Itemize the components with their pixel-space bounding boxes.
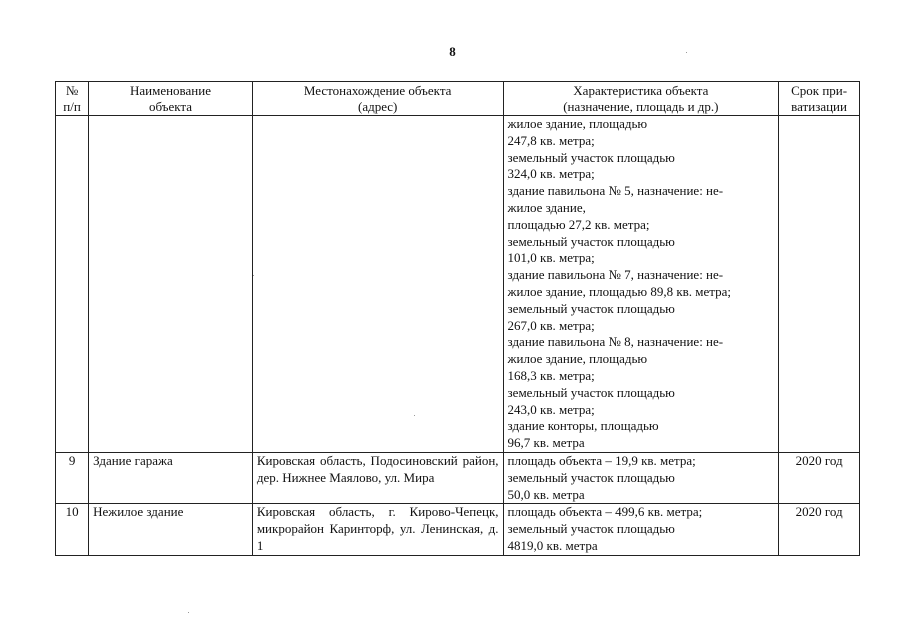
scan-speck — [253, 275, 254, 276]
table-header-row — [56, 82, 860, 116]
characteristics-line: 247,8 кв. метра; — [507, 132, 595, 148]
scan-speck — [686, 52, 687, 53]
characteristics-line: земельный участок площадью — [507, 233, 675, 249]
header-object-name: Наименование объекта — [89, 82, 253, 116]
characteristics-line: земельный участок площадью — [507, 149, 675, 165]
object-location: Кировская область, Подосиновский район, дер. Нижнее Маялово, ул. Мира — [252, 452, 503, 503]
header-number: № п/п — [56, 82, 89, 116]
characteristics-line: здание павильона № 8, назначение: не- — [507, 334, 724, 350]
continuation-name-cell — [89, 116, 253, 453]
characteristics-line: 96,7 кв. метра — [507, 435, 585, 451]
privatization-term: 2020 год — [779, 452, 860, 503]
characteristics-line: земельный участок площадью — [507, 300, 675, 316]
object-location: Кировская область, г. Кирово-Чепецк, микрорайон Каринторф, ул. Ленинская, д. 1 — [252, 504, 503, 555]
row-number: 9 — [56, 452, 89, 503]
characteristics-line: жилое здание, площадью 89,8 кв. метра; — [507, 283, 732, 299]
header-characteristics: Характеристика объекта (назначение, площадь и др.) — [503, 82, 779, 116]
characteristics-line: здание павильона № 7, назначение: не- — [507, 267, 724, 283]
continuation-characteristics-cell — [503, 116, 779, 453]
scan-speck — [414, 415, 415, 416]
table-row-continuation — [56, 116, 860, 453]
table-row — [56, 504, 860, 555]
privatization-table — [55, 81, 860, 556]
characteristics-line: 243,0 кв. метра; — [507, 401, 595, 417]
continuation-location-cell — [252, 116, 503, 453]
characteristics-line: жилое здание, — [507, 199, 586, 215]
continuation-number-cell — [56, 116, 89, 453]
scan-speck — [188, 612, 189, 613]
object-characteristics: площадь объекта – 499,6 кв. метра; земельный участок площадью 4819,0 кв. метра — [503, 504, 779, 555]
characteristics-line: жилое здание, площадью — [507, 116, 648, 131]
characteristics-line: земельный участок площадью — [507, 384, 675, 400]
row-number: 10 — [56, 504, 89, 555]
characteristics-line: здание конторы, площадью — [507, 418, 659, 434]
continuation-term-cell — [779, 116, 860, 453]
object-name: Нежилое здание — [89, 504, 253, 555]
characteristics-line: 168,3 кв. метра; — [507, 367, 595, 383]
characteristics-line: 324,0 кв. метра; — [507, 166, 595, 182]
table-row — [56, 452, 860, 503]
header-location: Местонахождение объекта (адрес) — [252, 82, 503, 116]
privatization-term: 2020 год — [779, 504, 860, 555]
characteristics-line: здание павильона № 5, назначение: не- — [507, 183, 724, 199]
characteristics-line: 267,0 кв. метра; — [507, 317, 595, 333]
object-name: Здание гаража — [89, 452, 253, 503]
object-characteristics: площадь объекта – 19,9 кв. метра; земельный участок площадью 50,0 кв. метра — [503, 452, 779, 503]
characteristics-line: 101,0 кв. метра; — [507, 250, 595, 266]
header-privatization-term: Срок при- ватизации — [779, 82, 860, 116]
characteristics-line: жилое здание, площадью — [507, 351, 648, 367]
page-number: 8 — [449, 44, 456, 59]
characteristics-line: площадью 27,2 кв. метра; — [507, 216, 650, 232]
